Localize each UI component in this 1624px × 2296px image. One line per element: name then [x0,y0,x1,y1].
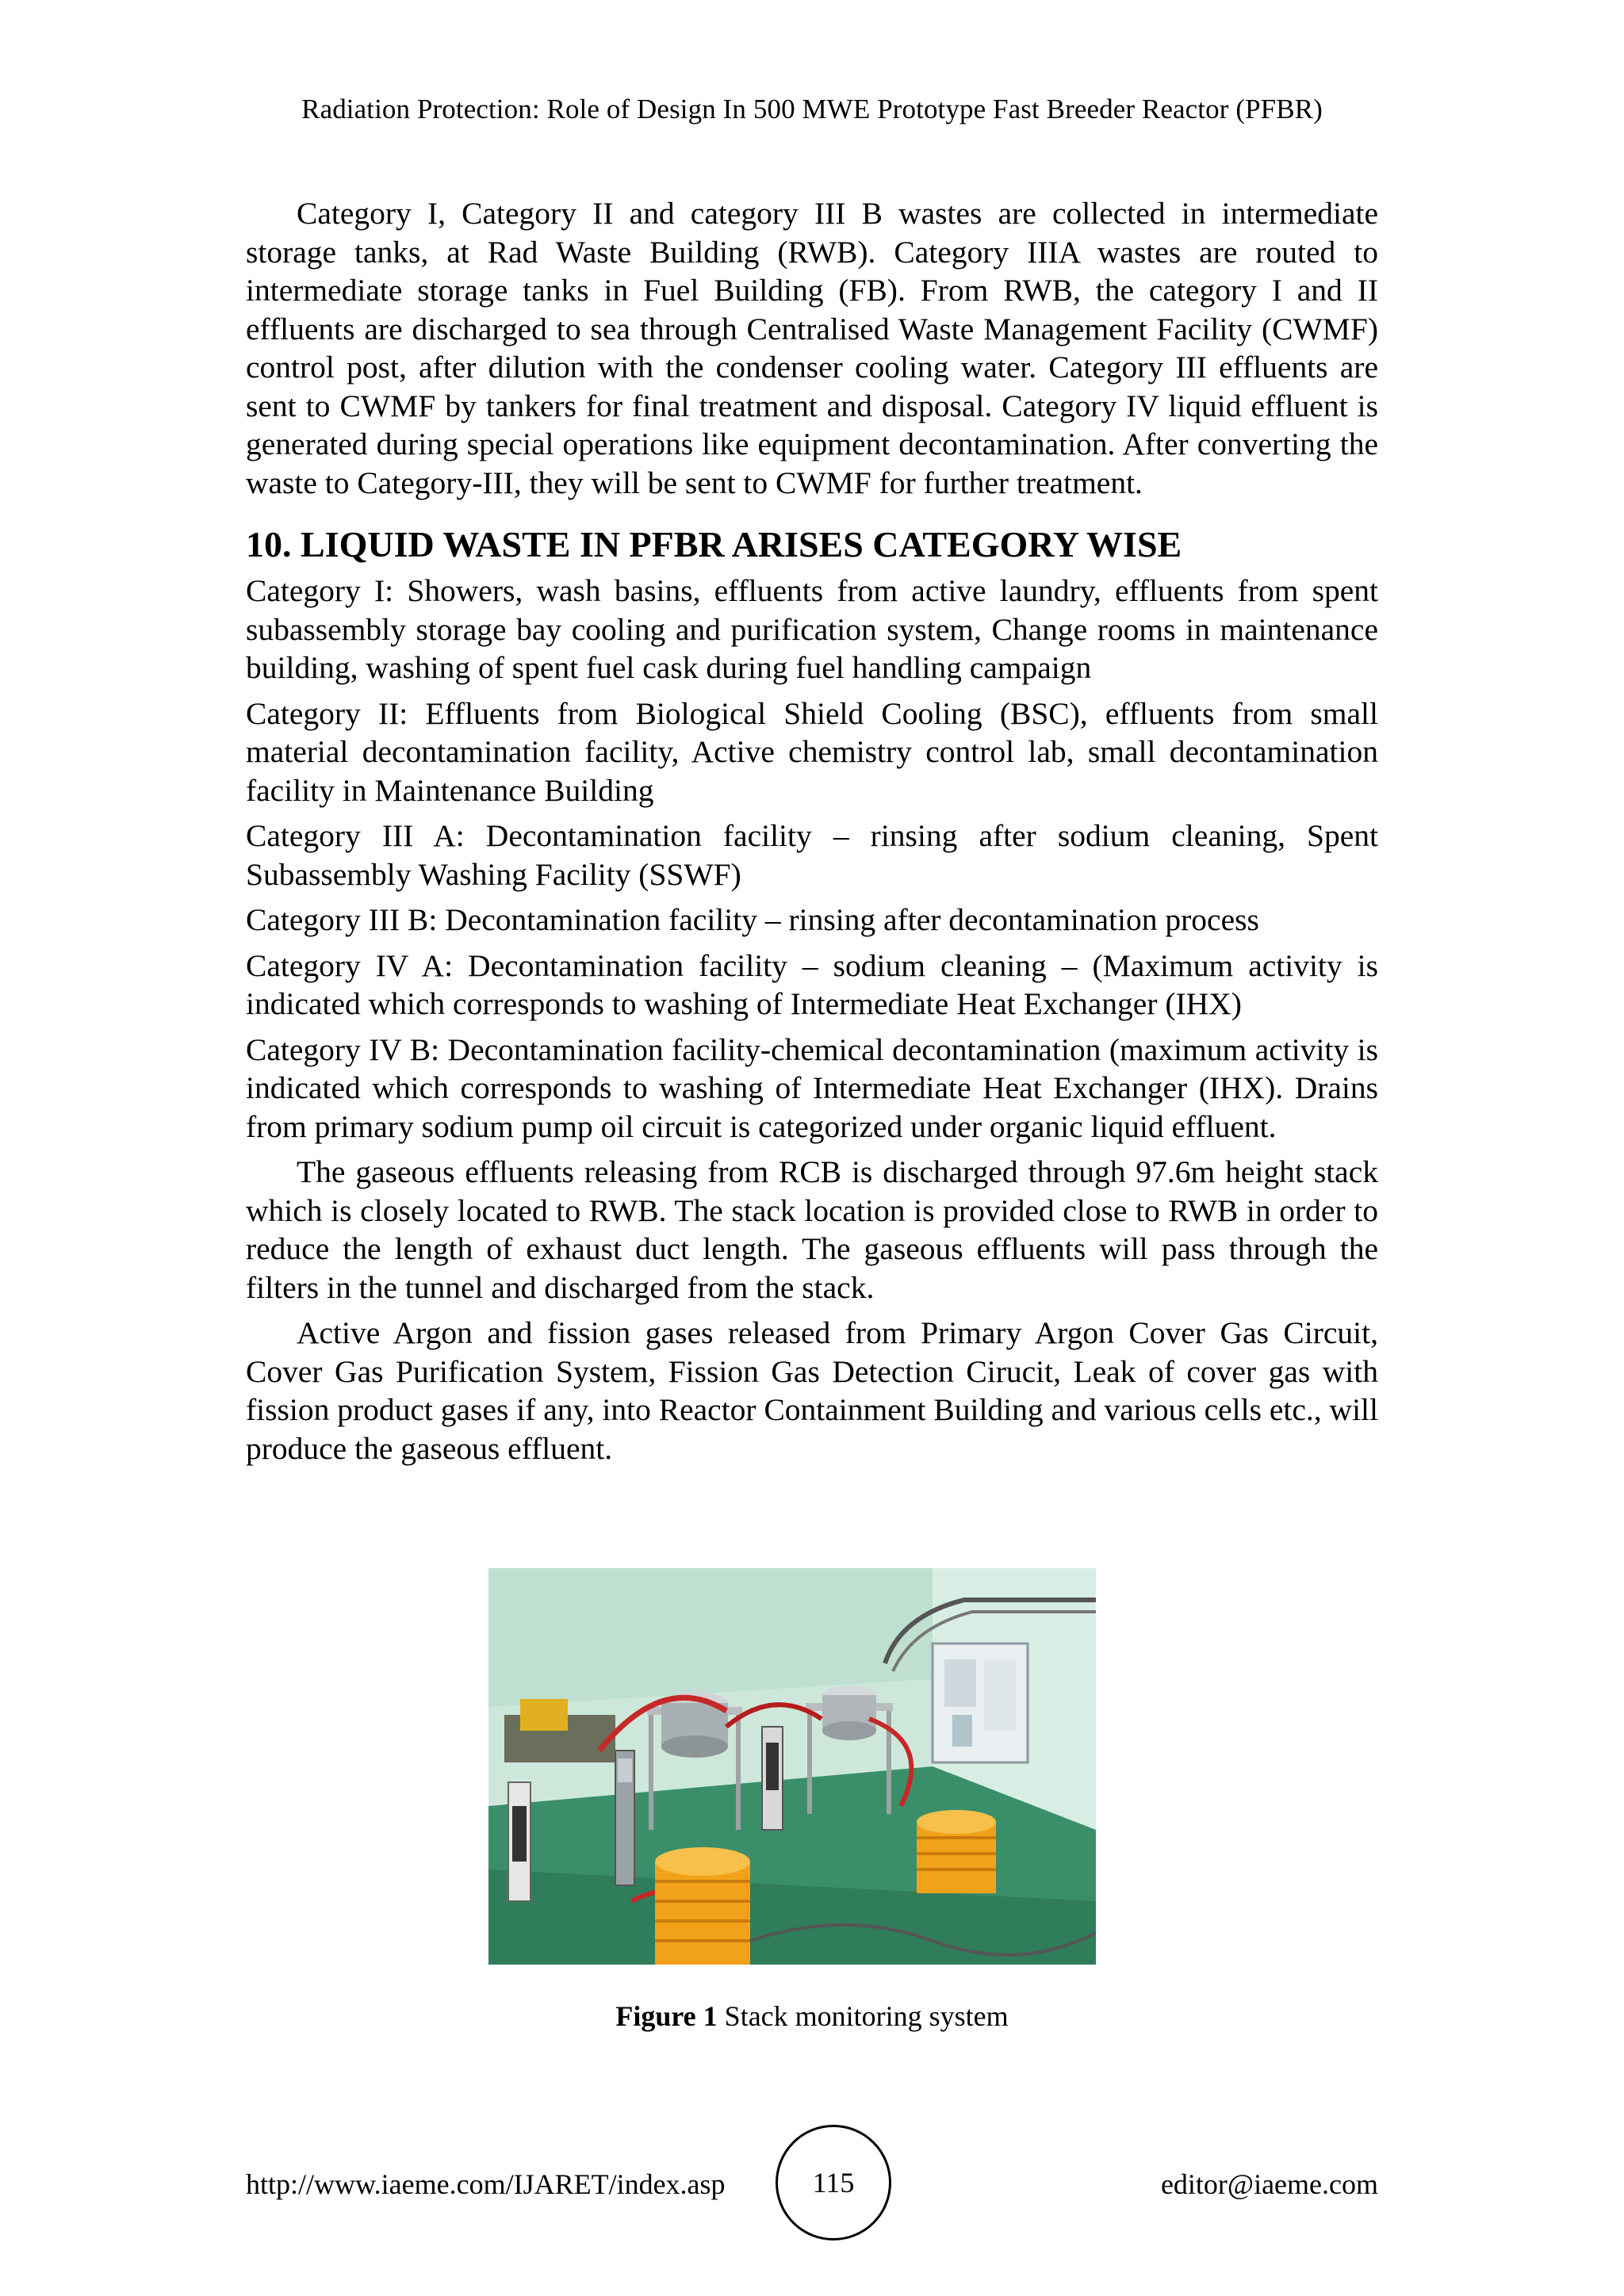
intro-paragraph: Category I, Category II and category III B wastes are collected in intermediate storage tanks, at Rad Waste Building (RWB). Category IIIA wastes are routed to intermediate storage tanks in Fuel Building (FB). From RWB, the category I and II effluents are discharged to sea through Centralised Waste Management Facility (CWMF) control post, after dilution with the condenser cooling water. Category III effluents are sent to CWMF by tankers for final treatment and disposal. Category IV liquid effluent is generated during special operations like equipment decontamination. After converting the waste to Category-III, they will be sent to CWMF for further treatment. [246,196,1378,500]
section-heading: 10. LIQUID WASTE IN PFBR ARISES CATEGORY WISE [246,524,1182,564]
figure-caption [0,1999,1624,2033]
footer-url[interactable]: http://www.iaeme.com/IJARET/index.asp [246,2168,726,2200]
figure-label: Figure 1 [615,2000,718,2032]
footer-email[interactable]: editor@iaeme.com [1160,2168,1378,2200]
gaseous-paragraph-2: Active Argon and fission gases released from Primary Argon Cover Gas Circuit, Cover Gas Purification System, Fission Gas Detection Cirucit, Leak of cover gas with fission product gases if any, into Reactor Containment Building and various cells etc., will produce the gaseous effluent. [246,1315,1378,1466]
figure-caption-text: Stack monitoring system [724,2000,1009,2032]
category-iiia-paragraph: Category III A: Decontamination facility – rinsing after sodium cleaning, Spent Subassembly Washing Facility (SSWF) [246,818,1378,892]
stack-monitoring-photo [488,1568,1096,1965]
page-number-text: 115 [812,2167,855,2198]
photo-illustration [488,1568,1096,1965]
category-ii-paragraph: Category II: Effluents from Biological Shield Cooling (BSC), effluents from small material decontamination facility, Active chemistry control lab, small decontamination facility in Maintenance Building [246,695,1378,808]
running-header: Radiation Protection: Role of Design In 500 MWE Prototype Fast Breeder Reactor (PFBR) [301,94,1323,124]
category-i-paragraph: Category I: Showers, wash basins, effluents from active laundry, effluents from spent subassembly storage bay cooling and purification system, Change rooms in maintenance building, washing of spent fuel cask during fuel handling campaign [246,573,1378,685]
category-ivb-paragraph: Category IV B: Decontamination facility-chemical decontamination (maximum activity is indicated which corresponds to washing of Intermediate Heat Exchanger (IHX). Drains from primary sodium pump oil circuit is categorized under organic liquid effluent. [246,1031,1378,1144]
category-iiib-paragraph: Category III B: Decontamination facility – rinsing after decontamination process [246,902,1259,937]
page-number [776,2125,891,2241]
category-iva-paragraph: Category IV A: Decontamination facility – sodium cleaning – (Maximum activity is indicated which corresponds to washing of Intermediate Heat Exchanger (IHX) [246,947,1378,1021]
article-body [246,194,1378,1468]
gaseous-paragraph-1: The gaseous effluents releasing from RCB is discharged through 97.6m height stack which is closely located to RWB. The stack location is provided close to RWB in order to reduce the length of exhaust duct length. The gaseous effluents will pass through the filters in the tunnel and discharged from the stack. [246,1154,1378,1305]
